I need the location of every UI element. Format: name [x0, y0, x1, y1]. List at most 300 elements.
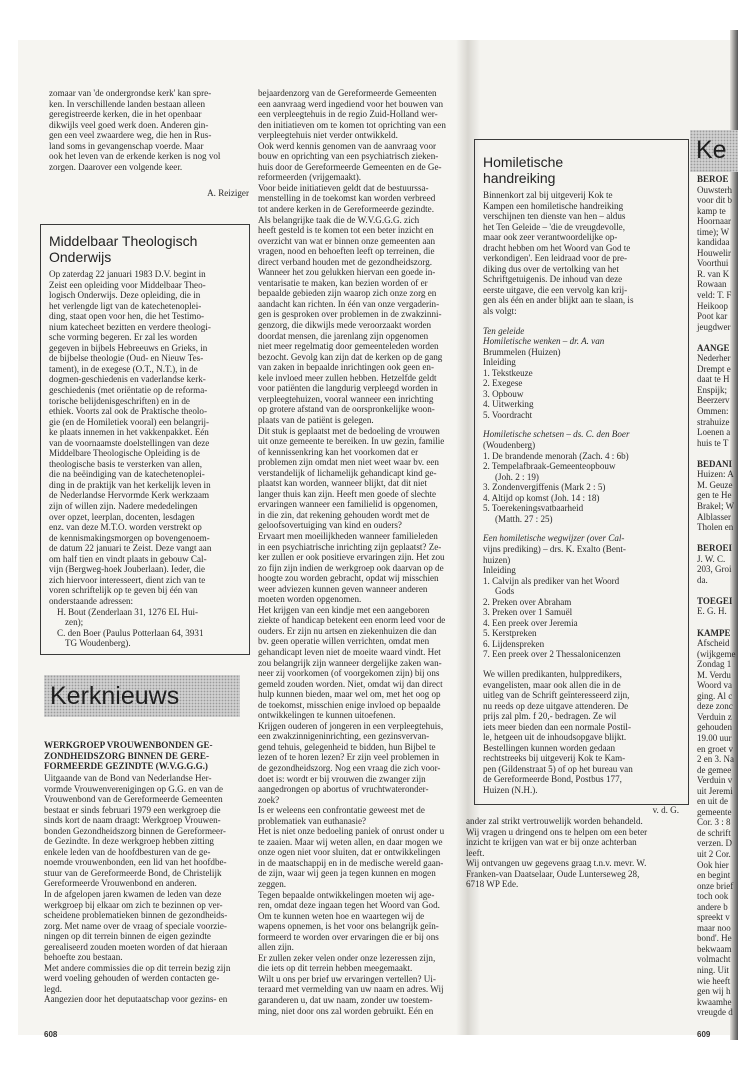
page-number-left: 608 — [44, 1030, 58, 1039]
text-line: Hoornaar — [697, 216, 731, 227]
text-line: de Nederlandse Hervormde Kerk werkzaam — [49, 490, 210, 501]
kerknieuws-title: Kerknieuws — [50, 682, 180, 710]
text-line: direct verband houden met de gezondheidszorg. — [258, 256, 433, 267]
text-line: In de afgelopen jaren kwamen de leden van deze — [44, 889, 222, 900]
text-line: ziekte of handicap betekent een enorm leed voor de — [258, 615, 446, 626]
text-line: zich hiervoor interesseert, dient zich van te — [49, 574, 206, 585]
text-line: reformeerden (vrijgemaakt). — [258, 172, 362, 183]
text-line: de gemee — [697, 764, 732, 775]
text-line: niet meer regelmatig door gemeenteleden worden — [258, 341, 439, 352]
mto-title: Middelbaar Theologisch Onderwijs — [49, 233, 198, 265]
text-line: Voor beide initiatieven geldt dat de bestuurssa- — [258, 182, 429, 193]
text-line: scheidene problematieken binnen de gezondheids- — [44, 910, 228, 921]
text-line: Tegen bepaalde ontwikkelingen moeten wij age- — [258, 889, 435, 900]
text-line: Nederher — [697, 353, 731, 364]
text-line: ouders. Er zijn nu artsen en ziekenhuizen die dan — [258, 625, 437, 636]
text-line: Franken-van Daatselaar, Oude Lunterseweg 28, — [466, 868, 640, 879]
text-line: Heikoop — [697, 300, 728, 311]
text-line: Er zullen zeker velen onder onze lezeressen zijn, — [258, 952, 436, 963]
text-line: een zwakzinnigeninrichting, een gezinsvervan- — [258, 731, 430, 742]
text-line: de Gereformeerde Bond, Postbus 177, — [483, 774, 622, 785]
heading-line: ZONDHEIDSZORG BINNEN DE GERE- — [44, 750, 209, 761]
text-line: problematiek van euthanasie? — [258, 815, 367, 826]
text-line: ming, niet door ons zal worden gebruikt. Eén en — [258, 1005, 434, 1016]
text-line: Zondag 1 — [697, 659, 732, 670]
text-line: Drempt e — [697, 363, 731, 374]
text-line: BEROE — [697, 174, 729, 184]
text-line: zomaar van 'de ondergrondse kerk' kan spre- — [49, 88, 212, 98]
text-line: over opzet, leerplan, docenten, lesdagen — [49, 511, 195, 522]
text-line: pen (Gildenstraat 5) of op het bureau van — [483, 763, 633, 774]
text-line: M. Geuze — [697, 479, 733, 490]
sec3-list — [483, 576, 679, 660]
text-line: zo fijn zijn indien de werkgroep ook daarvan op de — [258, 562, 444, 573]
text-line: sche vorming begeren. Er zal les worden — [49, 332, 198, 343]
text-line: torische belijdenisgeschriften) en in de — [49, 395, 190, 406]
text-line: een verpleegtehuis in de regio Zuid-Holland wer- — [258, 109, 438, 120]
text-line: plaats van de patiënt is gelegen. — [258, 414, 374, 425]
list-item: Gods — [495, 586, 515, 597]
text-line: gemeld zouden worden. Niet, omdat wij dan direct — [258, 678, 443, 689]
text-line: ging. Al c — [697, 690, 733, 701]
text-line: land soms in gevangenschap voerde. Maar — [49, 140, 204, 151]
text-line: dikwijls veel goed werk doen. Anderen gin- — [49, 119, 209, 130]
text-line: de bijbelse theologie (Oud- en Nieuw Tes- — [49, 353, 204, 364]
mto-address-1: H. Bout (Zenderlaan 31, 1276 EL Hui- zen); C. den Boer (Paulus Potterlaan 64, 3931 TG Woudenberg). — [57, 606, 204, 649]
text-line: sinds kort de naam draagt: Werkgroep Vrouwen- — [44, 815, 221, 826]
text-line: volmacht — [697, 954, 731, 965]
text-line: Gereformeerde Vrouwenbond en anderen. — [44, 878, 197, 889]
text-line: inzicht te krijgen van wat er bij onze achterban — [466, 837, 637, 848]
sec2-subtitle: Homiletische schetsen – ds. C. den Boer (Woudenberg) — [483, 429, 630, 451]
text-line: KAMPE — [697, 627, 731, 638]
text-line: ander zal strikt vertrouwelijk worden behandeld. — [466, 816, 643, 826]
text-line: ke plaats innemen in het vakkenpakket. Eén — [49, 427, 209, 438]
text-line: dogmen-geschiedenis en vaderlandse kerk- — [49, 374, 206, 385]
text-line: problemen zijn omdat men niet weet waar bv. een — [258, 457, 439, 468]
homiletische-title: Homiletische handreiking — [483, 154, 564, 186]
text-line: Als belangrijke taak die de W.V.G.G.G. zich — [258, 214, 420, 225]
text-line: M. Verdu — [697, 669, 731, 680]
text-line: Wanneer het zou gelukken hiervan een goede in- — [258, 267, 436, 278]
text-line: Woord va — [697, 680, 733, 691]
text-line: J. W. C. — [697, 553, 726, 564]
list-item: 6. Lijdenspreken — [483, 638, 545, 649]
text-line: time); W — [697, 226, 730, 237]
text-line: Wij ontvangen uw gegevens graag t.n.v. mevr. W. — [466, 858, 647, 869]
text-line: verpleegtehuizen, vooral wanneer een inrichting — [258, 393, 434, 404]
sec1-label: Inleiding — [483, 357, 516, 368]
text-line: Aangezien door het deputaatschap voor gezins- en — [44, 994, 228, 1005]
text-line: deze zonc — [697, 701, 733, 712]
text-line: gen wij h — [697, 986, 731, 997]
text-line: Ommen: — [697, 406, 729, 417]
text-line: 19.00 uur — [697, 732, 732, 743]
text-line: Brakel; W — [697, 500, 735, 511]
text-line: werkgroep bij elkaar om zich te bezinnen op ver- — [44, 899, 223, 910]
text-line — [697, 585, 733, 596]
text-line: ontwikkelingen te kunnen uitoefenen. — [258, 710, 396, 721]
text-line: weer adviezen kunnen geven wanneer anderen — [258, 583, 428, 594]
text-line: verpleegtehuis niet verder ontwikkeld. — [258, 130, 398, 141]
text-line — [697, 448, 733, 459]
right-page-column — [697, 174, 736, 1018]
text-line: Poot kar — [697, 311, 728, 322]
text-line: de toekomst, misschien enige invloed op bepaalde — [258, 699, 441, 710]
text-line: gie (en de Homiletiek vooral) een belangrij- — [49, 416, 210, 427]
text-line: hulp kunnen bieden, maar wel om, met het oog op — [258, 689, 441, 700]
text-line: bouw en oprichting van een psychiatrisch zieken- — [258, 151, 439, 162]
text-line: geloofsovertuiging van kind en ouders? — [258, 520, 402, 531]
text-line: eerste uitgave, die een vervolg kan krij- — [483, 284, 628, 295]
text-line: Wij vragen u dringend ons te helpen om een beter — [466, 826, 648, 837]
text-line: vijn (Bergweg-hoek Jouberlaan). Ieder, die — [49, 564, 206, 575]
text-line: bonden Gezondheidszorg binnen de Gereformeer- — [44, 825, 226, 836]
text-line: doet is: wordt er bij vrouwen die zwanger zijn — [258, 773, 426, 784]
text-line: Cor. 3 : 8 — [697, 817, 731, 828]
text-line: noemde vrouwenbonden, een lid van het hoofdbe- — [44, 857, 227, 868]
text-line: de kennismakingsmorgen op bovengenoem- — [49, 532, 210, 543]
text-line: Houwelir — [697, 247, 731, 258]
list-item: 3. Zondenvergiffenis (Mark 2 : 5) — [483, 482, 606, 493]
text-line: tament), in de exegese (O.T., N.T.), in de — [49, 363, 198, 374]
wvggg-body — [44, 773, 250, 1005]
text-line: lezen of te horen lezen? Er zijn veel problemen in — [258, 752, 440, 763]
text-line: gen is gesproken over problemen in de zwakzinni- — [258, 309, 442, 320]
text-line: diking dus over de vertolking van het — [483, 263, 619, 274]
text-line: gemeente — [697, 806, 732, 817]
text-line: en begint — [697, 870, 731, 881]
text-line: Krijgen ouderen of jongeren in een verpleegtehuis, — [258, 720, 444, 731]
list-item: (Joh. 2 : 19) — [495, 471, 539, 482]
text-line — [697, 533, 733, 544]
text-line: tot andere kerken in de Gereformeerde gezindte. — [258, 204, 434, 215]
text-line: BEDANI — [697, 458, 733, 469]
list-item: 1. Calvijn als prediker van het Woord — [483, 575, 620, 586]
list-item: 2. Exegese — [483, 378, 523, 389]
text-line: zorg. Met name over de vraag of speciale voorzie- — [44, 920, 227, 931]
text-line: aangedrongen op abortus of vruchtwateronder- — [258, 784, 429, 795]
text-line: moeten worden opgenomen. — [258, 594, 362, 605]
text-line: kwaamhe — [697, 996, 732, 1007]
text-line: huis te T — [697, 437, 729, 448]
text-line: legd. — [44, 983, 62, 994]
text-line: van de voornaamste doelstellingen van deze — [49, 437, 210, 448]
text-line: R. van K — [697, 268, 730, 279]
text-line: daat te H — [697, 374, 730, 385]
text-line: ook het leven van de erkende kerken is nog vol — [49, 151, 221, 162]
text-line: in de maatschappij en in de medische wereld gaan- — [258, 857, 444, 868]
text-line: Vrouwenbond van de Gereformeerde Gemeenten — [44, 794, 223, 805]
text-line: logisch Onderwijs. Deze opleiding, die in — [49, 290, 201, 301]
text-line: allen zijn. — [258, 942, 294, 953]
text-line: Middelbare Theologische Opleiding is de — [49, 448, 200, 459]
text-line: uit onze gemeente te bereiken. In uw gezin, familie — [258, 436, 445, 447]
text-line: het verlengde ligt van de katechetenoplei- — [49, 300, 202, 311]
text-line: vreugde d — [697, 1007, 733, 1018]
text-line: neer zij voorkomen (of voorgekomen zijn) bij ons — [258, 668, 440, 679]
text-line: teraard met vermelding van uw naam en adres. Wij — [258, 984, 444, 995]
text-line: vormde Vrouwenverenigingen op G.G. en van de — [44, 783, 224, 794]
list-item: 2. Preken over Abraham — [483, 596, 572, 607]
text-line: Dit stuk is geplaatst met de bedoeling de vrouwen — [258, 425, 440, 436]
text-line: ervaringen wanneer een familielid is opgenomen, — [258, 499, 438, 510]
sec3-label: Inleiding — [483, 565, 516, 576]
text-line: nu reeds op deze uitgave attenderen. De — [483, 700, 629, 711]
text-line: Ervaart men moeilijkheden wanneer familieleden — [258, 530, 438, 541]
mto-body — [49, 269, 243, 607]
text-line: verkondigen'. Een leidraad voor de pre- — [483, 253, 628, 264]
homiletische-box — [474, 139, 689, 815]
text-line: da. — [697, 574, 708, 585]
text-line — [697, 617, 733, 628]
text-line: AANGE — [697, 342, 730, 353]
text-line: zijn of willen zijn. Nadere mededelingen — [49, 501, 198, 512]
wvggg-heading — [44, 740, 250, 772]
text-line: bepaalde gebieden zijn waarop zich onze zorg en — [258, 288, 437, 299]
text-line: als volgt: — [483, 306, 517, 317]
text-line: gegeven in bijbels Hebreeuws en Grieks, in — [49, 342, 208, 353]
text-line: uit Jeremi — [697, 785, 733, 796]
text-line: evangelisten, maar ook allen die in de — [483, 679, 621, 690]
text-line: enz. van deze M.T.O. worden verstrekt op — [49, 522, 202, 533]
text-line: (wijkgeme — [697, 648, 736, 659]
text-line: genzorg, die dikwijls mede veroorzaakt worden — [258, 320, 432, 331]
text-line: wapens opnemen, is het voor ons belangrijk geïn- — [258, 921, 439, 932]
heading-line: WERKGROEP VROUWENBONDEN GE- — [44, 740, 213, 750]
text-line: stuur van de Gereformeerde Bond, de Christelijk — [44, 867, 222, 878]
list-item: 4. Een preek over Jeremia — [483, 617, 578, 628]
text-line: voor patiënten die langdurig verpleegd worden in — [258, 383, 438, 394]
mto-notice-box — [40, 224, 250, 655]
text-line: kandidaa — [697, 237, 730, 248]
text-line: wie heeft — [697, 975, 731, 986]
text-line: Loenen a — [697, 427, 731, 438]
text-line: ethiek. Voorts zal ook de Praktische theolo- — [49, 406, 208, 417]
text-line: de zijn, waar wij geen ja tegen kunnen en mogen — [258, 868, 436, 879]
list-item: 1. Tekstkeuze — [483, 367, 533, 378]
text-line: hoogte zou worden gebracht, opdat wij misschien — [258, 573, 439, 584]
text-line: en groet v — [697, 743, 733, 754]
text-line: de datum 22 januari te Zeist. Deze vangt aan — [49, 543, 212, 554]
text-line: van zaken in bepaalde inrichtingen ook geen en- — [258, 362, 434, 373]
text-line: ventarisatie te maken, kan bezien worden of er — [258, 277, 428, 288]
text-line: Afscheid — [697, 638, 730, 649]
text-line: op grotere afstand van de oorspronkelijke woon- — [258, 404, 435, 415]
text-line: aandacht kan richten. In één van onze vergaderin- — [258, 298, 440, 309]
text-line: garanderen u, dat uw naam, zonder uw toestem- — [258, 995, 433, 1006]
text-line: Rowaan — [697, 279, 727, 290]
text-line: zou belangrijk zijn wanneer dergelijke zaken wan- — [258, 657, 442, 668]
col1-top-text — [49, 88, 249, 172]
text-line: Uitgaande van de Bond van Nederlandse Her- — [44, 773, 212, 783]
text-line: theologische basis te versterken van allen, — [49, 458, 203, 469]
text-line: onderstaande adressen: — [49, 595, 134, 606]
list-item: 5. Kerstpreken — [483, 628, 537, 639]
text-line: bezocht. Gevolg kan zijn dat de kerken op de gang — [258, 351, 443, 362]
text-line: zeggen. — [258, 879, 287, 890]
text-line: geregistreerde kerken, die in het openbaar — [49, 109, 202, 120]
list-item: 4. Uitwerking — [483, 399, 534, 410]
text-line: Het is niet onze bedoeling paniek of onrust onder u — [258, 826, 445, 837]
list-item: 7. Een preek over 2 Thessalonicenzen — [483, 649, 621, 660]
text-line: in een psychiatrische inrichting zijn geplaatst? Ze- — [258, 541, 442, 552]
sec1-heading: Ten geleide — [483, 325, 525, 336]
list-item: 4. Altijd op komst (Joh. 14 : 18) — [483, 492, 600, 503]
text-line: Met andere commissies die op dit terrein bezig zijn — [44, 962, 231, 973]
col2-text — [258, 88, 464, 1016]
text-line: onze ogen niet voor sluiten, dat er ontwikkelingen — [258, 847, 441, 858]
text-line: 203, Groi — [697, 564, 732, 575]
text-line: het Ten Geleide – 'die de vreugdevolle, — [483, 221, 625, 232]
text-line: plaatst kan worden, wanneer blijkt, dat dit niet — [258, 478, 427, 489]
text-line: bekwaam — [697, 943, 732, 954]
text-line: ning. Uit — [697, 965, 730, 976]
text-line: ker zullen er ook positieve ervaringen zijn. Het zou — [258, 552, 445, 563]
text-line: zorgen. Daarover een volgende keer. — [49, 161, 183, 172]
list-item: 2. Tempelafbraak-Gemeenteopbouw — [483, 461, 616, 472]
text-line: gen als één en ander blijkt aan te slaan, is — [483, 295, 634, 306]
text-line: Op zaterdag 22 januari 1983 D.V. begint in — [49, 269, 206, 279]
text-line: 2 en 3. Na — [697, 754, 734, 765]
right-page-banner — [690, 130, 738, 172]
homiletische-outro — [483, 669, 679, 796]
text-line: uit 2 Cor. — [697, 849, 731, 859]
text-line: gen te He — [697, 490, 732, 501]
text-line: voor dit b — [697, 195, 732, 206]
text-line: strahuize — [697, 416, 730, 427]
text-line — [697, 332, 733, 343]
text-line: Schriftgetuigenis. De inhoud van deze — [483, 274, 623, 285]
text-line: ningen op dit terrein binnen de eigen gezindte — [44, 931, 211, 942]
text-line: ding in de praktijk van het kerkelijk leven in — [49, 479, 211, 490]
text-line: heeft gesteld is te komen tot een beter inzicht en — [258, 225, 434, 236]
text-line: verzen. D — [697, 838, 732, 849]
text-line: 6718 WP Ede. — [466, 879, 519, 890]
homiletische-signature: v. d. G. — [652, 804, 679, 815]
sec1-list — [483, 368, 679, 421]
text-line: werd voeling gehouden of werden contacten ge- — [44, 973, 220, 984]
text-line: ding, staat open voor hen, die het Testimo- — [49, 311, 205, 322]
text-line: de Gezindte. In deze werkgroep hebben zitting — [44, 836, 214, 847]
sec2-list — [483, 451, 679, 525]
text-line: doordat mensen, die jarenlang zijn opgenomen — [258, 330, 429, 341]
text-line: kele invloed meer zullen hebben. Hetzelfde geldt — [258, 372, 437, 383]
text-line: langer thuis kan zijn. Heeft men goede of slechte — [258, 488, 437, 499]
text-line: Om te kunnen weten hoe en waartegen wij de — [258, 910, 425, 921]
text-line: Zeist een opleiding voor Middelbaar Theo- — [49, 279, 206, 290]
text-line: menstelling in de toekomst kan worden verbreed — [258, 193, 436, 204]
text-line: Voorthui — [697, 258, 729, 269]
list-item: 3. Opbouw — [483, 388, 524, 399]
text-line: een aanvraag werd ingediend voor het bouwen van — [258, 98, 444, 109]
text-line: Alblasser — [697, 511, 731, 522]
text-line: toch ook — [697, 891, 729, 902]
text-line: gend tehuis, gelegenheid te bidden, hun Bijbel te — [258, 741, 436, 752]
text-line: overzicht van wat er binnen onze gemeenten aan — [258, 235, 435, 246]
list-item: 5. Toerekeningsvatbaarheid — [483, 503, 584, 514]
text-line: maar noo — [697, 922, 731, 933]
text-line: Ook hier — [697, 859, 729, 870]
col1-signature: A. Reiziger — [207, 188, 249, 198]
homiletische-intro — [483, 190, 679, 317]
text-line: de schrift — [697, 827, 731, 838]
text-line: in die zin, dat rekening gehouden wordt met de — [258, 509, 430, 520]
text-line: TOEGEI — [697, 595, 733, 606]
text-line: We willen predikanten, hulppredikers, — [483, 668, 622, 679]
text-line: ren, omdat deze ingaan tegen het Woord van God. — [258, 900, 440, 911]
text-line: kamp te — [697, 205, 726, 216]
text-line: spreekt v — [697, 912, 730, 923]
text-line: behoefte zou bestaan. — [44, 952, 123, 963]
text-line: Bestellingen kunnen worden gedaan — [483, 742, 616, 753]
right-page-banner-title: Ke — [696, 136, 727, 164]
text-line: bv. geen operatie willen verrichten, omdat men — [258, 636, 430, 647]
text-line: ken. In verschillende landen bestaan alleen — [49, 98, 206, 109]
sec1-subtitle: Homiletische wenken – dr. A. van Brummelen (Huizen) — [483, 336, 605, 357]
text-line: Wilt u ons per brief uw ervaringen vertellen? Ui- — [258, 973, 436, 984]
col3-bottom-text — [466, 816, 694, 890]
text-line: enkele leden van de hoofdbesturen van de ge- — [44, 846, 211, 857]
text-line: Beerzerv — [697, 395, 730, 406]
text-line: verschijnen ten dienste van hen – aldus — [483, 211, 626, 222]
text-line: gehandicapt leven niet de moeite waard vindt. Het — [258, 646, 441, 657]
text-line: andere b — [697, 901, 728, 912]
text-line: om half tien en vindt plaats in gebouw Cal- — [49, 553, 207, 564]
text-line: leeft. — [466, 847, 485, 858]
text-line: die na beëindiging van de katechetenoplei- — [49, 469, 205, 480]
text-line: den initiatieven om te komen tot oprichting van een — [258, 119, 446, 130]
text-line: onze brief — [697, 880, 734, 891]
text-line: bejaardenzorg van de Gereformeerde Gemeenten — [258, 88, 437, 98]
text-line: Huizen: A — [697, 469, 734, 480]
text-line: uitleg van de Schrift geïnteresseerd zijn, — [483, 690, 630, 701]
text-line: iets meer bieden dan een normale Postil- — [483, 721, 631, 732]
text-line: Huizen (N.H.). — [483, 784, 538, 795]
text-line: Enspijk; — [697, 384, 728, 395]
text-line: rechtstreeks bij uitgeverij Kok te Kam- — [483, 753, 626, 764]
text-line: Verduin z — [697, 711, 732, 722]
text-line: en uit de — [697, 796, 728, 807]
list-item: 3. Preken over 1 Samuël — [483, 607, 573, 618]
text-line: Is er weleens een confrontatie geweest met de — [258, 805, 425, 816]
text-line: veld: T. F — [697, 290, 732, 301]
list-item: 1. De brandende menorah (Zach. 4 : 6b) — [483, 450, 629, 461]
text-line: Ook werd kennis genomen van de aanvraag voor — [258, 140, 437, 151]
text-line: prijs zal plm. f 20,- bedragen. Ze wil — [483, 711, 617, 722]
list-item: (Matth. 27 : 25) — [495, 513, 553, 524]
text-line: jeugdwer — [697, 321, 731, 332]
text-line: Kampen een homiletische handreiking — [483, 200, 624, 211]
text-line: zoek? — [258, 794, 280, 805]
text-line: dracht hebben om het Woord van God te — [483, 242, 631, 253]
text-line: de gezondheidszorg. Nog een vraag die zich voor- — [258, 763, 441, 773]
text-line: geschiedenis (met oriëntatie op de reforma- — [49, 385, 208, 396]
text-line: voren schriftelijk op te geven bij één van — [49, 585, 198, 596]
text-line: gehouden — [697, 722, 732, 733]
text-line: gerealiseerd zouden moeten worden of dat hieraan — [44, 941, 228, 952]
kerknieuws-banner — [44, 675, 240, 717]
text-line: of kennissenkring kan het voorkomen dat er — [258, 446, 419, 457]
text-line: le, hetgeen uit de inhoudsopgave blijkt. — [483, 732, 627, 743]
text-line: Binnenkort zal bij uitgeverij Kok te — [483, 190, 613, 200]
heading-line: FORMEERDE GEZINDTE (W.V.G.G.G.) — [44, 761, 208, 772]
text-line: te zaaien. Maar wij weten allen, en daar mogen we — [258, 836, 443, 847]
text-line: vragen, nood en behoeften leeft op terreinen, die — [258, 246, 435, 257]
text-line: formeerd te worden over ervaringen die er bij ons — [258, 931, 439, 942]
list-item: 5. Voordracht — [483, 409, 533, 420]
text-line: bestaat er sinds februari 1979 een werkgroep die — [44, 804, 221, 815]
